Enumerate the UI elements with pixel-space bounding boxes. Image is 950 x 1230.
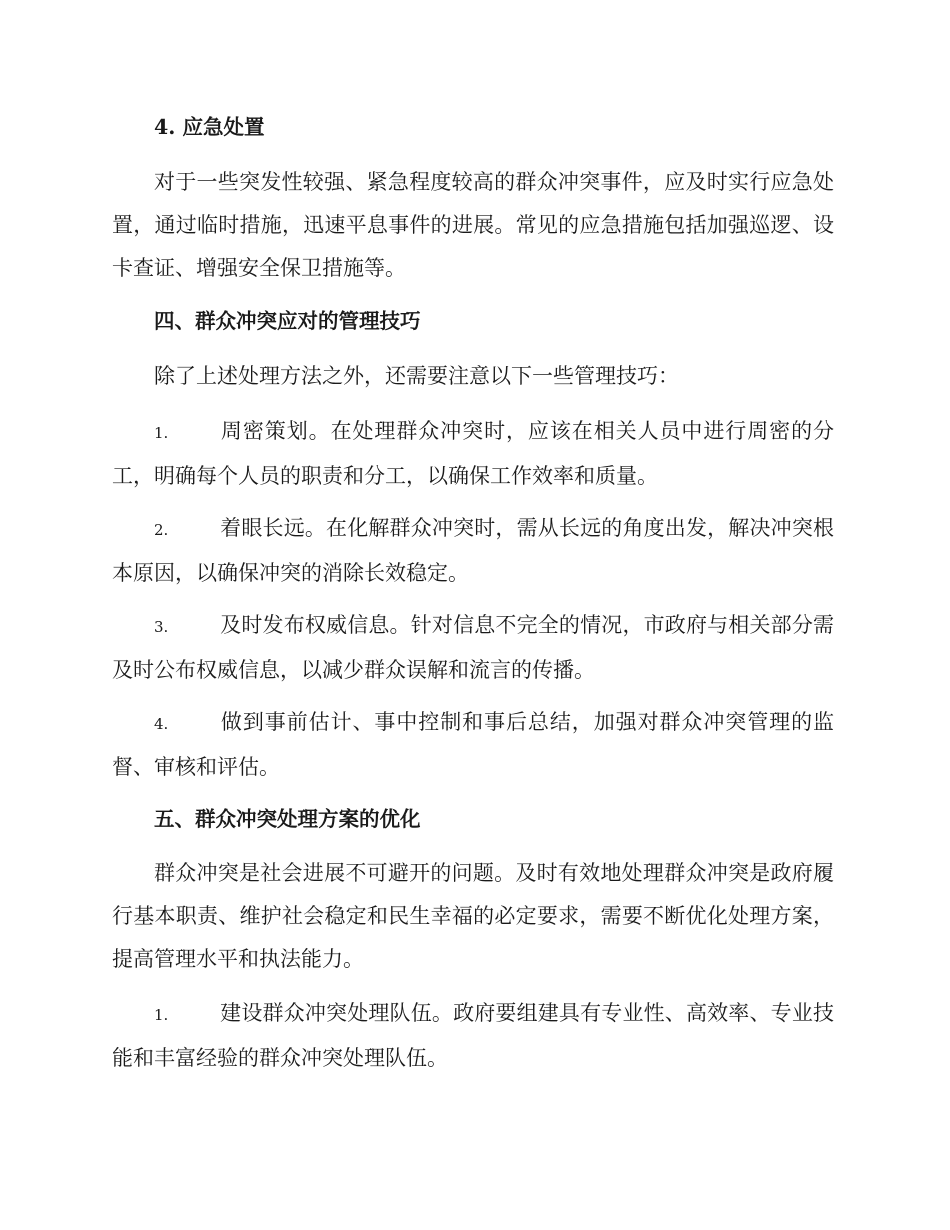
section-heading-optimization	[112, 798, 834, 841]
list-item	[112, 507, 834, 595]
section-heading-management-skills	[112, 300, 834, 343]
paragraph-emergency	[112, 161, 834, 290]
list-item	[112, 701, 834, 789]
list-item-number: 4.	[154, 715, 169, 733]
heading-text: 四、群众冲突应对的管理技巧	[154, 309, 421, 333]
list-item-text: 做到事前估计、事中控制和事后总结，加强对群众冲突管理的监督、审核和评估。	[112, 710, 834, 779]
paragraph-intro-skills	[112, 355, 834, 398]
list-item	[112, 992, 834, 1080]
list-item-number: 2.	[154, 521, 169, 539]
paragraph-text: 除了上述处理方法之外，还需要注意以下一些管理技巧：	[154, 364, 679, 388]
paragraph-text: 对于一些突发性较强、紧急程度较高的群众冲突事件，应及时实行应急处置，通过临时措施，迅速平息事件的进展。常见的应急措施包括加强巡逻、设卡查证、增强安全保卫措施等。	[112, 170, 834, 280]
list-item-text: 着眼长远。在化解群众冲突时，需从长远的角度出发，解决冲突根本原因，以确保冲突的消除长效稳定。	[112, 516, 834, 585]
list-item-number: 1.	[154, 1006, 169, 1024]
list-item	[112, 604, 834, 692]
list-item-text: 建设群众冲突处理队伍。政府要组建具有专业性、高效率、专业技能和丰富经验的群众冲突处理队伍。	[112, 1001, 834, 1070]
heading-text: 五、群众冲突处理方案的优化	[154, 807, 421, 831]
list-item-text: 周密策划。在处理群众冲突时，应该在相关人员中进行周密的分工，明确每个人员的职责和分工，以确保工作效率和质量。	[112, 419, 834, 488]
section-heading-emergency	[112, 106, 834, 149]
list-item-number: 3.	[154, 618, 169, 636]
list-item-number: 1.	[154, 424, 169, 442]
paragraph-optimization	[112, 852, 834, 981]
list-item-text: 及时发布权威信息。针对信息不完全的情况，市政府与相关部分需及时公布权威信息，以减少群众误解和流言的传播。	[112, 613, 834, 682]
list-item	[112, 410, 834, 498]
heading-text: 4. 应急处置	[154, 115, 265, 139]
paragraph-text: 群众冲突是社会进展不可避开的问题。及时有效地处理群众冲突是政府履行基本职责、维护社会稳定和民生幸福的必定要求，需要不断优化处理方案，提高管理水平和执法能力。	[112, 861, 834, 971]
